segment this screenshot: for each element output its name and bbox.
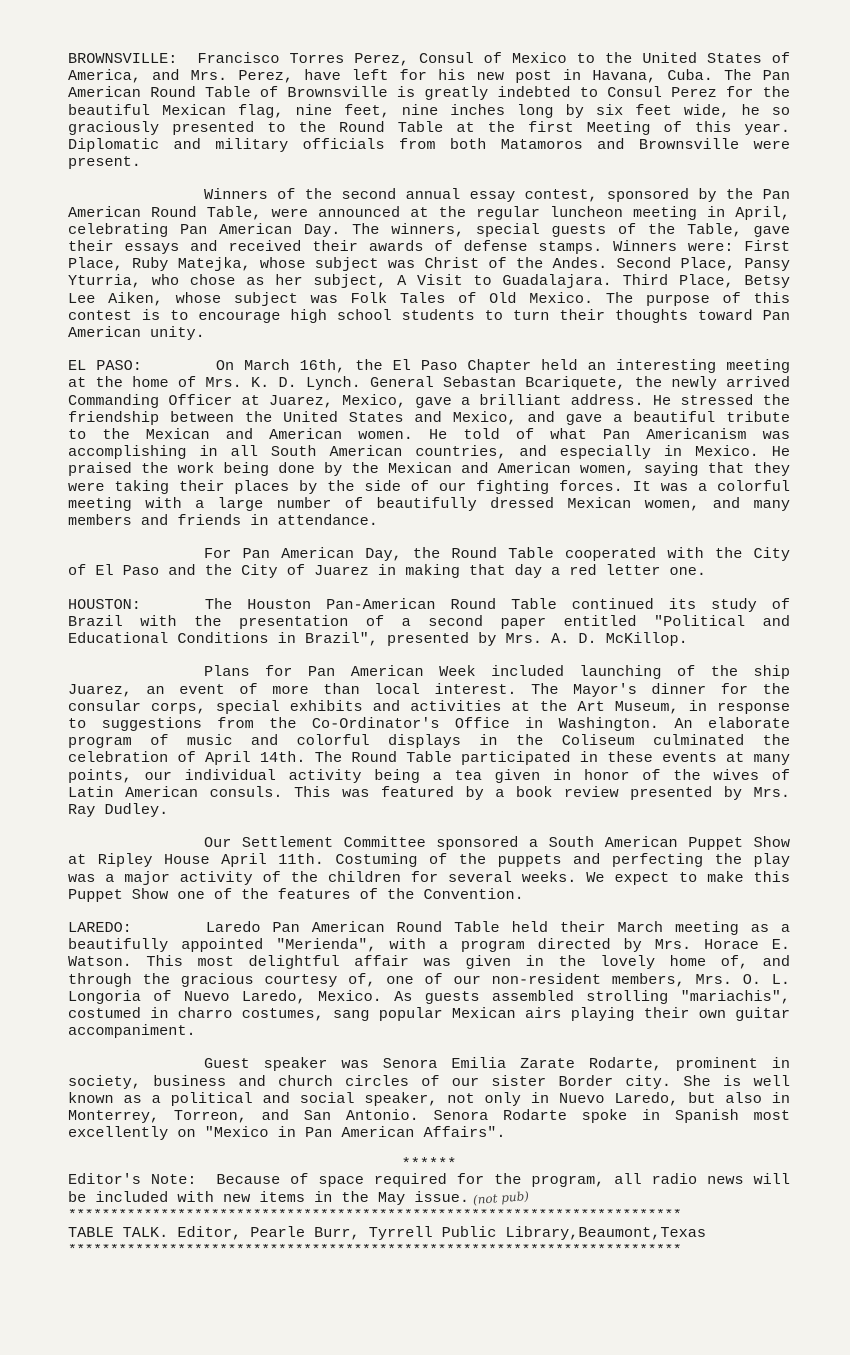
section-label-houston: HOUSTON: (68, 595, 141, 614)
editors-note: Editor's Note: Because of space required for the program, all radio news will be included with new items in the May issue. (not pub) (68, 1172, 790, 1206)
section-label-brownsville: BROWNSVILLE: (68, 50, 178, 68)
handwritten-annotation: (not pub) (472, 1188, 530, 1207)
houston-paragraph-2: Plans for Pan American Week included launching of the ship Juarez, an event of more than local interest. The Mayor's dinner for the consular corps, special exhibits and activities at the Art Museum, in response to suggestions from the Co-Ordinator's Office in Washington. An elaborate program of music and colorful displays in the Coliseum culminated the celebration of April 14th. The Round Table participated in these events at many points, our individual activity being a tea given in honor of the wives of Latin American consuls. This was featured by a book review presented by Mrs. Ray Dudley. (68, 663, 790, 819)
laredo-paragraph-1: LAREDO: Laredo Pan American Round Table held their March meeting as a beautifully appointed "Merienda", with a program directed by Mrs. Horace E. Watson. This most delightful affair was given in the lovely home of, and through the gracious courtesy of, one of our non-resident members, Mrs. O. L. Longoria of Nuevo Laredo, Mexico. As guests assembled strolling "mariachis", costumed in charro costumes, sang popular Mexican airs playing their own guitar accompaniment. (68, 918, 790, 1041)
elpaso-paragraph-2: For Pan American Day, the Round Table cooperated with the City of El Paso and the City of Juarez in making that day a red letter one. (68, 545, 790, 581)
houston-paragraph-1: HOUSTON: The Houston Pan-American Round Table continued its study of Brazil with the presentation of a second paper entitled "Political and Educational Conditions in Brazil", presented by Mrs. A. D. McKillop. (68, 595, 790, 649)
elpaso-paragraph-1: EL PASO: On March 16th, the El Paso Chapter held an interesting meeting at the home of Mrs. K. D. Lynch. General Sebastan Bcariquete, the newly arrived Commanding Officer at Juarez, Mexico, gave a brilliant address. He stressed the friendship between the United States and Mexico, and gave a beautiful tribute to the Mexican and American women. He told of what Pan Americanism was accomplishing in all South American countries, and especially in Mexico. He praised the work being done by the Mexican and American women, saying that they were taking their places by the side of our fighting forces. It was a colorful meeting with a large number of beautifully dressed Mexican women, and many members and friends in attendance. (68, 357, 790, 531)
section-label-elpaso: EL PASO: (68, 357, 142, 376)
section-label-laredo: LAREDO: (68, 918, 132, 937)
section-separator: ****** (401, 1155, 457, 1174)
houston-paragraph-3: Our Settlement Committee sponsored a South American Puppet Show at Ripley House April 11th. Costuming of the puppets and perfecting the play was a major activity of the children for several weeks. We expect to make this Puppet Show one of the features of the Convention. (68, 834, 790, 904)
editors-note-label: Editor's Note: (68, 1171, 197, 1190)
star-rule-bottom: ************************************************************************* (68, 1243, 682, 1258)
masthead-footer: TABLE TALK. Editor, Pearle Burr, Tyrrell Public Library,Beaumont,Texas (68, 1223, 706, 1242)
brownsville-paragraph-2: Winners of the second annual essay contest, sponsored by the Pan American Round Table, were announced at the regular luncheon meeting in April, celebrating Pan American Day. The winners, special guests of the Table, gave their essays and received their awards of defense stamps. Winners were: First Place, Ruby Matejka, whose subject was Christ of the Andes. Second Place, Pansy Yturria, who chose as her subject, A Visit to Guadalajara. Third Place, Betsy Lee Aiken, whose subject was Folk Tales of Old Mexico. The purpose of this contest is to encourage high school students to turn their thoughts toward Pan American unity. (68, 186, 790, 343)
laredo-paragraph-2: Guest speaker was Senora Emilia Zarate Rodarte, prominent in society, business and church circles of our sister Border city. She is well known as a political and social speaker, not only in Nuevo Laredo, but also in Monterrey, Torreon, and San Antonio. Senora Rodarte spoke in Spanish most excellently on "Mexico in Pan American Affairs". (68, 1055, 790, 1143)
brownsville-paragraph-1: BROWNSVILLE: Francisco Torres Perez, Consul of Mexico to the United States of America, and Mrs. Perez, have left for his new post in Havana, Cuba. The Pan American Round Table of Brownsville is greatly indebted to Consul Perez for the beautiful Mexican flag, nine feet, nine inches long by six feet wide, he so graciously presented to the Round Table at the first Meeting of this year. Diplomatic and military officials from both Matamoros and Brownsville were present. (68, 50, 790, 172)
star-rule-top: ************************************************************************* (68, 1208, 682, 1223)
newsletter-body (68, 51, 790, 1258)
